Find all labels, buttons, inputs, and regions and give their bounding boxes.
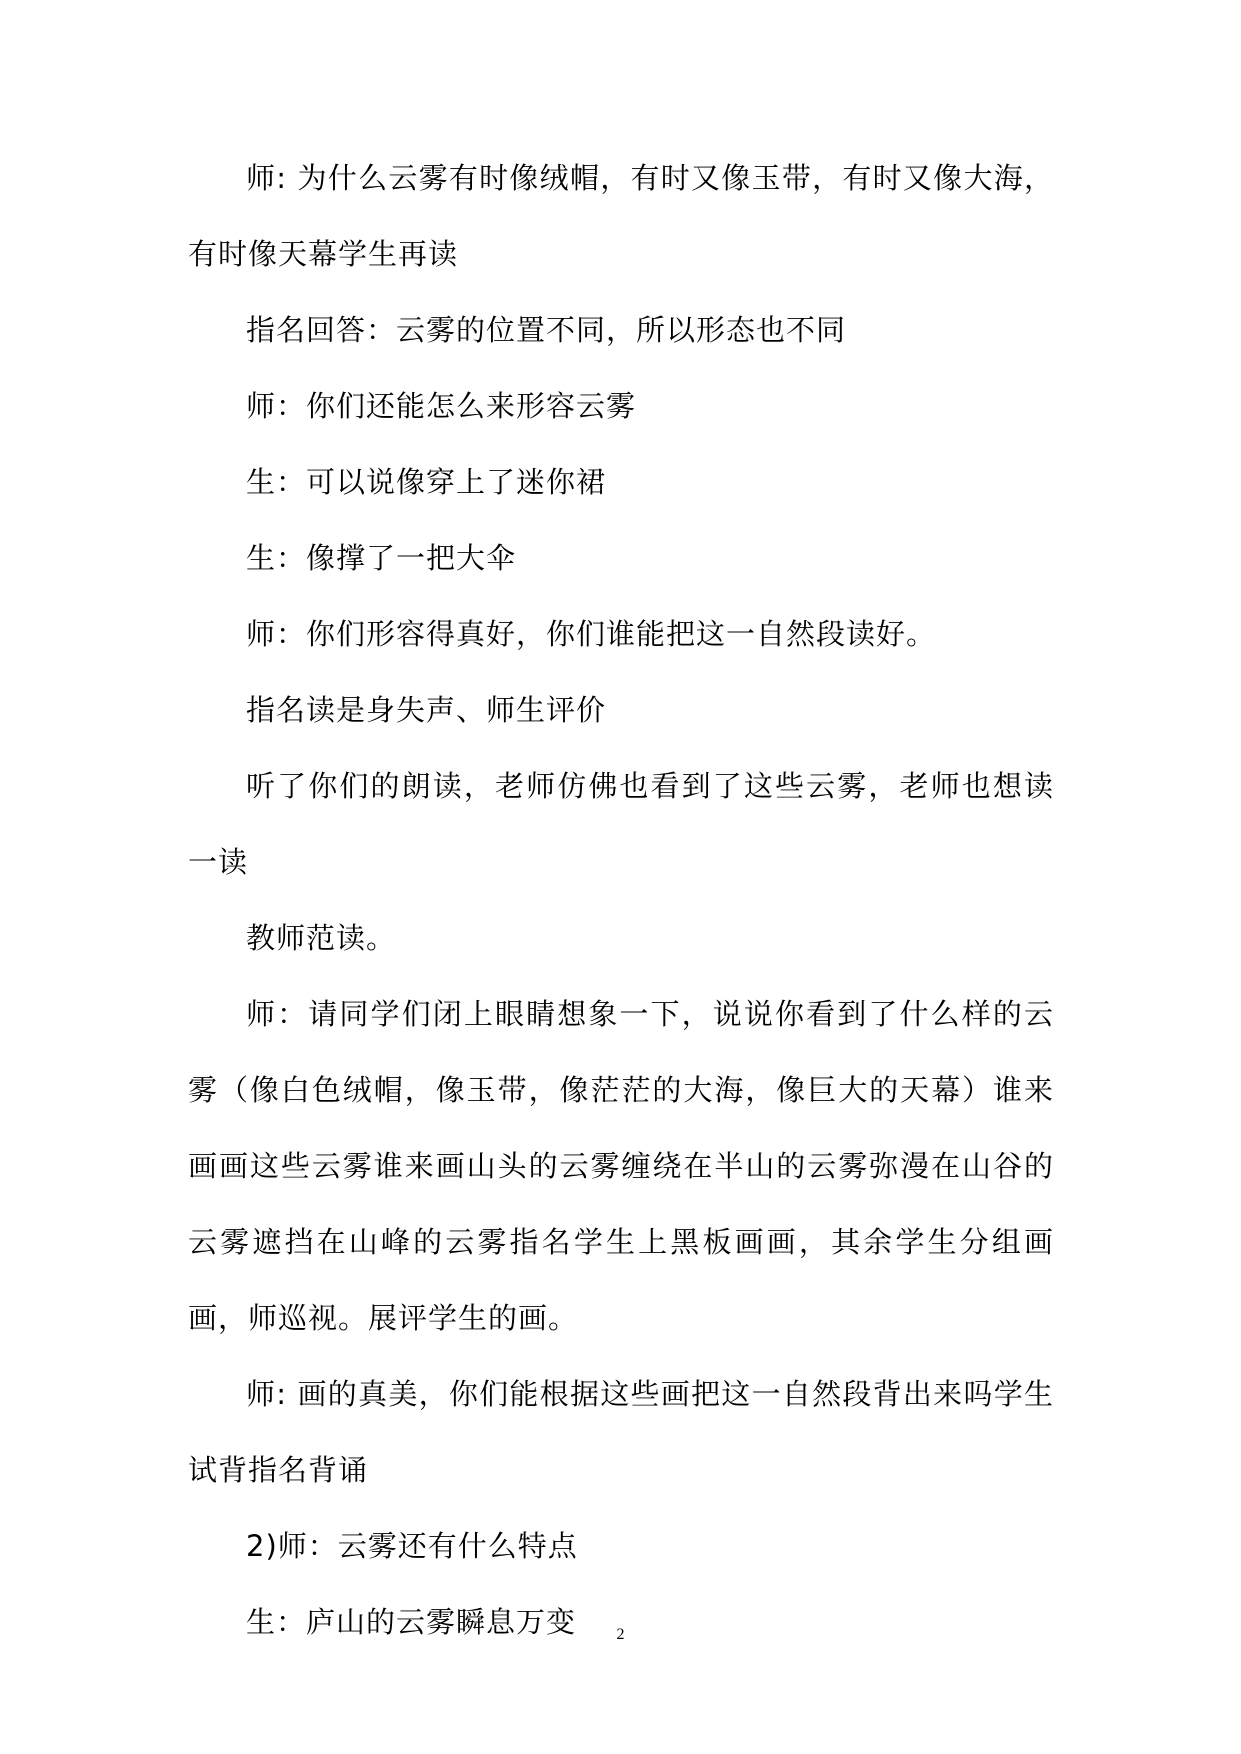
paragraph-10: 师：请同学们闭上眼睛想象一下，说说你看到了什么样的云雾（像白色绒帽，像玉带，像茫茫的大海，像巨大的天幕）谁来画画这些云雾谁来画山头的云雾缠绕在半山的云雾弥漫在山谷的云雾遮挡在山峰的云雾指名学生上黑板画画，其余学生分组画画，师巡视。展评学生的画。 [188,997,1054,1335]
page-number: 2 [616,1626,625,1643]
paragraph-7: 指名读是身失声、师生评价 [246,693,607,727]
paragraph-2: 指名回答：云雾的位置不同，所以形态也不同 [246,313,847,347]
paragraph-11: 师: 画的真美，你们能根据这些画把这一自然段背出来吗学生试背指名背诵 [188,1377,1054,1487]
paragraph-9: 教师范读。 [246,921,397,955]
paragraph-3: 师：你们还能怎么来形容云雾 [246,389,637,423]
paragraph-12: 2)师：云雾还有什么特点 [246,1529,578,1563]
paragraph-6: 师：你们形容得真好，你们谁能把这一自然段读好。 [246,617,937,651]
paragraph-4: 生：可以说像穿上了迷你裙 [246,465,607,499]
paragraph-1: 师: 为什么云雾有时像绒帽，有时又像玉带，有时又像大海，有时像天幕学生再读 [188,161,1054,271]
document-body [188,140,1054,1660]
paragraph-13: 生：庐山的云雾瞬息万变 [246,1605,577,1639]
paragraph-8: 听了你们的朗读，老师仿佛也看到了这些云雾，老师也想读一读 [188,769,1054,879]
paragraph-5: 生：像撑了一把大伞 [246,541,517,575]
